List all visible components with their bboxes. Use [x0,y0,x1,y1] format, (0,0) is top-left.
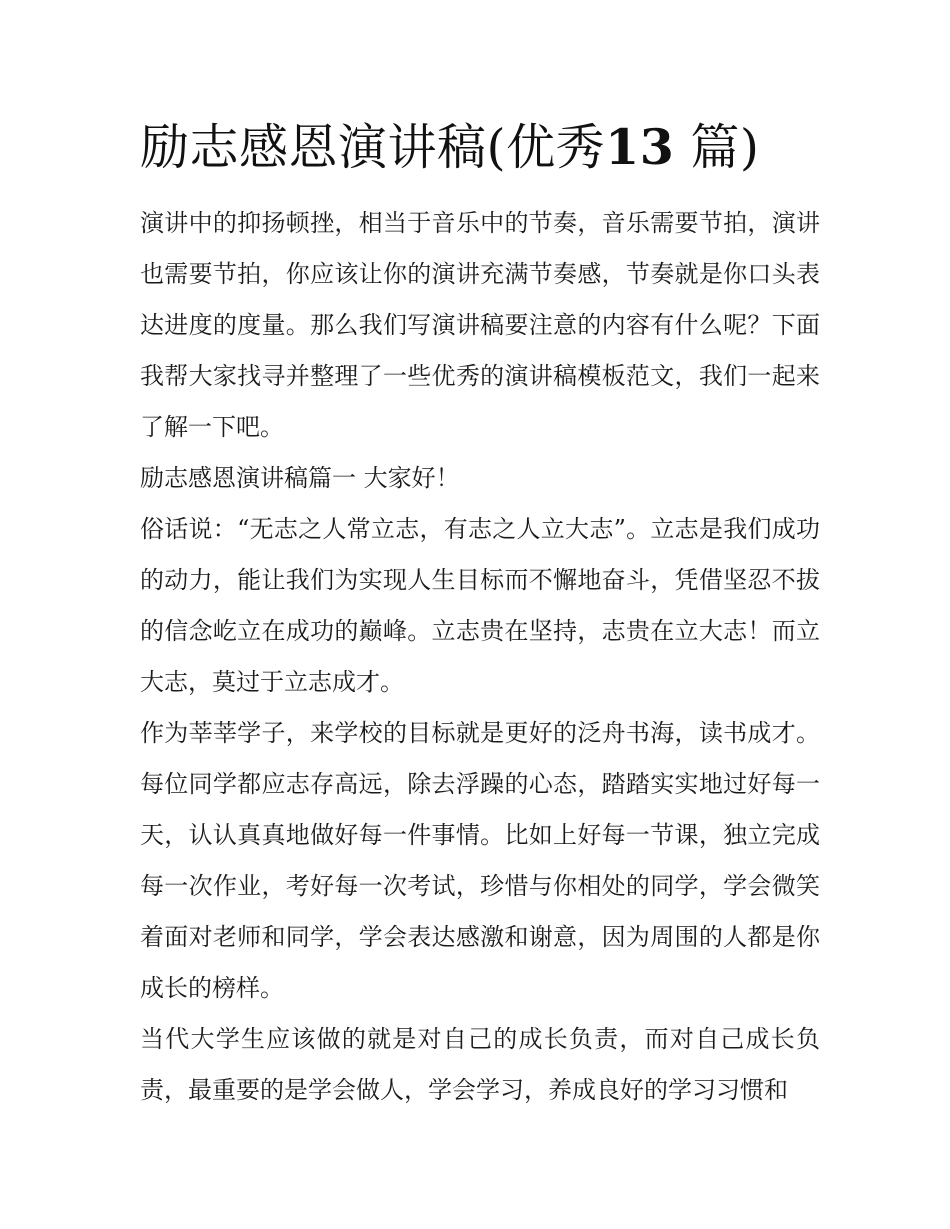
section-heading-paragraph: 励志感恩演讲稿篇一 大家好！ [140,464,460,492]
document-title [140,113,840,182]
document-body [140,198,820,1116]
intro-paragraph: 演讲中的抑扬顿挫，相当于音乐中的节奏，音乐需要节拍，演讲也需要节拍，你应该让你的演讲充满节奏感，节奏就是你口头表达进度的度量。那么我们写演讲稿要注意的内容有什么呢？下面我帮大家找寻并整理了一些优秀的演讲稿模板范文，我们一起来了解一下吧。 [140,209,820,441]
title-text: 励志感恩演讲稿(优秀 [140,119,606,176]
title-number: 13 [605,118,675,176]
body-paragraph: 作为莘莘学子，来学校的目标就是更好的泛舟书海，读书成才。每位同学都应志存高远，除去浮躁的心态，踏踏实实地过好每一天，认认真真地做好每一件事情。比如上好每一节课，独立完成每一次作业，考好每一次考试，珍惜与你相处的同学，学会微笑着面对老师和同学，学会表达感激和谢意，因为周围的人都是你成长的榜样。 [140,719,820,1002]
body-paragraph: 当代大学生应该做的就是对自己的成长负责，而对自己成长负责，最重要的是学会做人，学会学习，养成良好的学习习惯和 [140,1025,820,1104]
title-suffix: 篇) [690,119,760,176]
body-paragraph: 俗话说：“无志之人常立志，有志之人立大志”。立志是我们成功的动力，能让我们为实现人生目标而不懈地奋斗，凭借坚忍不拔的信念屹立在成功的巅峰。立志贵在坚持，志贵在立大志！而立大志，莫过于立志成才。 [140,515,820,696]
